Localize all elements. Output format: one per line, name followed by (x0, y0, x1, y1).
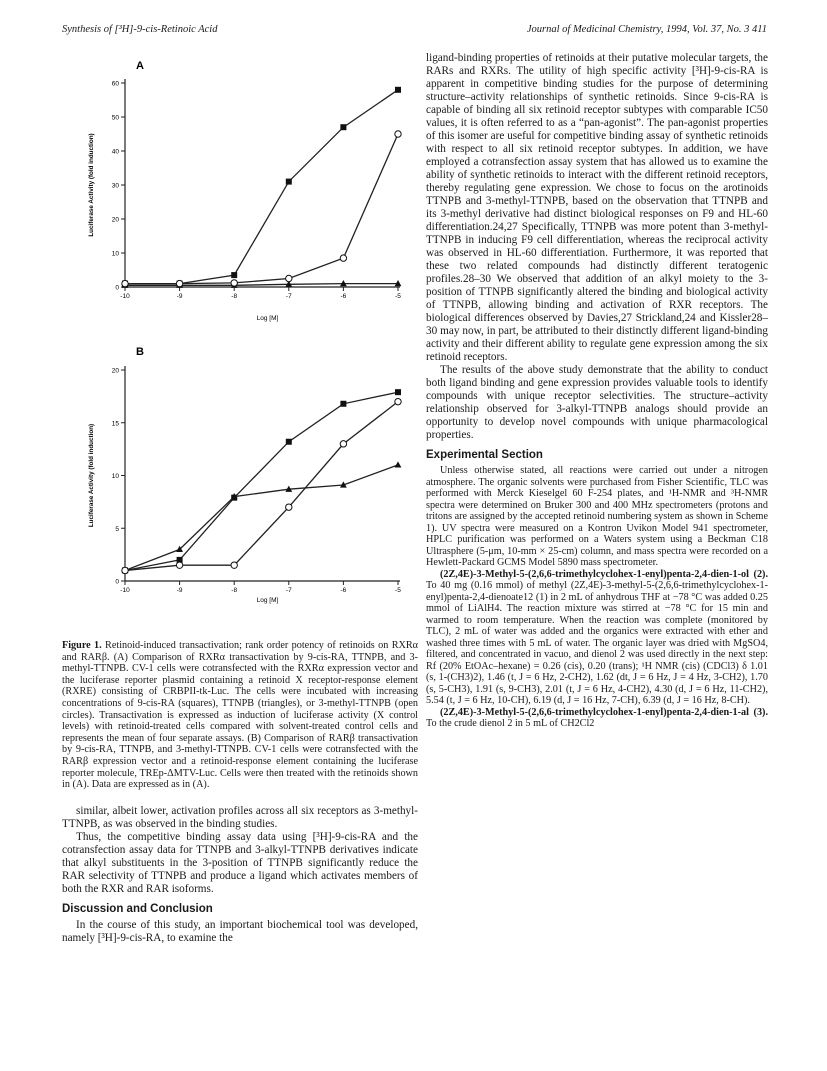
chart-panel-A (88, 60, 401, 322)
x-tick-label: -6 (340, 587, 347, 594)
caption-label: Figure 1. (62, 640, 102, 651)
chart-panel-B (88, 346, 401, 604)
x-tick-label: -7 (285, 293, 292, 300)
y-tick-label: 20 (111, 216, 119, 224)
compound-2-text: To 40 mg (0.16 mmol) of methyl (2Z,4E)-3-methyl-5-(2,6,6-trimethylcyclohex-1-enyl)penta-2,4-dienoate12 (1) in 2 mL of anhydrous THF at −78 °C was added 0.25 mmol of LiAlH4. The reaction mixture was stirred at −78 °C for 15 min and warmed to room temperature. When the reaction was complete (monitored by TLC), 2 mL of water was added and the organics were extracted with ether and washed three times with 5 mL of water. The organic layer was dried with MgSO4, filtered, and concentrated in vacuo, and dienol 2 was used directly in the next step: Rf (20% EtOAc–hexane) = 0.26 (cis), 0.20 (trans); ¹H NMR (cis) (CDCl3) δ 1.01 (s, 1-(CH3)2), 1.46 (t, J = 6 Hz, 2-CH2), 1.62 (dt, J = 6 Hz, J = 4 Hz, 3-CH2), 1.70 (s, 5-CH3), 1.91 (s, 9-CH3), 2.01 (t, J = 6 Hz, 4-CH2), 4.30 (d, J = 6 Hz, 11-CH2), 5.54 (t, J = 6 Hz, 10-CH), 6.19 (d, J = 16 Hz, 7-CH), 6.39 (d, J = 16 Hz, 8-CH). (426, 580, 768, 706)
discussion-heading: Discussion and Conclusion (62, 902, 213, 915)
series-line-square (125, 392, 398, 570)
x-tick-label: -9 (176, 293, 183, 300)
y-tick-label: 40 (111, 148, 119, 156)
y-tick-label: 0 (115, 284, 119, 292)
right-column (426, 52, 768, 730)
experimental-heading: Experimental Section (426, 449, 543, 461)
right-paragraph-2: The results of the above study demonstrate that the ability to conduct both ligand binding and gene expression provides valuable tools to identify compounds with unique receptor selectivities. The structure–activity relationship observed for 3-alkyl-TTNPB analogs should provide an opportunity to develop novel compounds with unique pharmacological properties. (426, 364, 768, 441)
x-tick-label: -5 (395, 587, 401, 594)
left-paragraph-1: similar, albeit lower, activation profiles across all six receptors as 3-methyl-TTNPB, as was observed in the binding studies. (62, 804, 418, 830)
marker-circle (122, 567, 128, 573)
panel-label: B (136, 346, 144, 358)
marker-square (395, 389, 401, 395)
y-axis-label: Luciferase Activity (fold induction) (88, 133, 95, 237)
running-header-left: Synthesis of [³H]-9-cis-Retinoic Acid (62, 24, 218, 35)
marker-circle (395, 398, 401, 404)
y-tick-label: 60 (111, 80, 119, 88)
marker-circle (286, 504, 292, 510)
marker-circle (176, 562, 182, 568)
marker-square (395, 87, 401, 93)
marker-circle (395, 131, 401, 137)
figure-caption (62, 640, 418, 791)
left-paragraph-3: In the course of this study, an important biochemical tool was developed, namely [³H]-9-cis-RA, to examine the (62, 918, 418, 944)
y-tick-label: 10 (111, 250, 119, 258)
compound-2-title: (2Z,4E)-3-Methyl-5-(2,6,6-trimethylcyclohex-1-enyl)penta-2,4-dien-1-ol (2). (440, 568, 768, 580)
y-tick-label: 15 (111, 420, 119, 428)
series-line-square (125, 90, 398, 284)
panel-label: A (136, 60, 144, 72)
marker-circle (286, 275, 292, 281)
series-line-circle (125, 402, 398, 571)
x-tick-label: -6 (340, 293, 347, 300)
marker-triangle (395, 461, 402, 467)
marker-circle (176, 280, 182, 286)
marker-square (340, 401, 346, 407)
x-axis-label: Log [M] (256, 597, 279, 604)
x-tick-label: -7 (285, 587, 292, 594)
left-column (62, 640, 418, 945)
marker-square (286, 179, 292, 185)
marker-circle (340, 441, 346, 447)
compound-3-text: To the crude dienol 2 in 5 mL of CH2Cl2 (426, 718, 595, 729)
y-tick-label: 50 (111, 114, 119, 122)
series-line-circle (125, 134, 398, 284)
x-tick-label: -8 (231, 293, 238, 300)
y-tick-label: 5 (115, 525, 119, 533)
x-axis-label: Log [M] (256, 315, 279, 322)
marker-square (340, 124, 346, 130)
x-tick-label: -10 (120, 587, 130, 594)
right-paragraph-1: ligand-binding properties of retinoids at their putative molecular targets, the RARs and RXRs. The utility of high specific activity [³H]-9-cis-RA is apparent in competitive binding studies for the purpose of determining structure–activity relationships of synthetic retinoids. Since 9-cis-RA is capable of binding all six retinoid receptor subtypes with comparable IC50 values, it is often referred to as a “pan-agonist”. The pan-agonist properties of this isomer are useful for competitive binding assay of synthetic retinoids with respect to all six retinoid receptor subtypes. In addition, we have employed a cotransfection assay system that has allowed us to examine the ability of synthetic retinoids to interact with the different retinoid receptors, thereby regulating gene expression. We chose to focus on the arotinoids TTNPB and 3-methyl-TTNPB, based on the observation that TTNPB and its 3-methyl derivative had distinct biological responses on F9 and HL-60 differentiation.24,27 Specifically, TTNPB was more potent than 3-methyl-TTNPB in inducing F9 cell differentiation, whereas the reciprocal activity was observed in HL-60 differentiation. Furthermore, it was reported that these two related compounds had distinctly different teratogenic profiles.28–30 We observed that addition of an alkyl moiety to the 3-position of TTNPB significantly altered the binding and biological activity of TTNPB, allowing binding and activation of RXR receptors. The biological differences observed by Davies,27 Strickland,24 and Kissler28–30 may now, in part, be attributed to their distinctly different ligand-binding activity and their different ability to regulate gene expression among the six retinoid receptors. (426, 52, 768, 363)
marker-square (286, 439, 292, 445)
marker-circle (231, 562, 237, 568)
marker-circle (122, 280, 128, 286)
y-tick-label: 20 (111, 367, 119, 375)
marker-square (231, 272, 237, 278)
caption-text: Retinoid-induced transactivation; rank order potency of retinoids on RXRα and RARβ. (A) Comparison of RXRα transactivation by 9-cis-RA, TTNPB, and 3-methyl-TTNPB. CV-1 cells were cotransfected with the RXRα expression vector and the luciferase reporter plasmid containing a retinoid X receptor-response element (RXRE) consisting of CRBPII-tk-Luc. The cells were incubated with increasing concentrations of 9-cis-RA (squares), TTNPB (triangles), or 3-methyl-TTNPB (open circles). Transactivation is expressed as induction of luciferase activity (X control levels) with retinoid-treated cells compared with solvent-treated control cells and represents the mean of four separate assays. (B) Comparison of RARβ transactivation by 9-cis-RA, TTNPB, and 3-methyl-TTNPB. CV-1 cells were cotransfected with the RARβ expression vector and a retinoid-response element containing the luciferase reporter molecule, TREp-ΔMTV-Luc. Cells were then treated with the retinoids shown in (A). Data are expressed as in (A). (62, 640, 418, 791)
running-header-right: Journal of Medicinal Chemistry, 1994, Vol. 37, No. 3 411 (526, 24, 767, 35)
x-tick-label: -5 (395, 293, 401, 300)
x-tick-label: -8 (231, 587, 238, 594)
y-tick-label: 0 (115, 578, 119, 586)
marker-circle (231, 280, 237, 286)
experimental-paragraph: Unless otherwise stated, all reactions were carried out under a nitrogen atmosphere. The organic solvents were purchased from Fisher Scientific, TLC was performed with Merck Kieselgel 60 F-254 plates, and ¹H-NMR and ³H-NMR spectra were determined on Bruker 300 and 400 MHz spectrometers (protons and tritons are assigned by the accepted retinoid numbering system as shown in Scheme 1). UV spectra were measured on a Kontron Uvikon Model 941 spectrometer, HPLC purification was performed on a Waters system using a Beckman C18 Ultrasphere (5-μm, 10-mm × 25-cm) column, and mass spectra were recorded on a Hewlett-Packard GCMS Model 5890 mass spectrometer. (426, 465, 768, 568)
x-tick-label: -9 (176, 587, 183, 594)
compound-2-paragraph (426, 569, 768, 707)
compound-3-title: (2Z,4E)-3-Methyl-5-(2,6,6-trimethylcyclohex-1-enyl)penta-2,4-dien-1-al (3). (440, 706, 768, 718)
marker-circle (340, 255, 346, 261)
y-tick-label: 30 (111, 182, 119, 190)
y-axis-label: Luciferase Activity (fold induction) (88, 423, 95, 528)
y-tick-label: 10 (111, 473, 119, 480)
compound-3-paragraph (426, 707, 768, 730)
left-paragraph-2: Thus, the competitive binding assay data using [³H]-9-cis-RA and the cotransfection assay data for TTNPB and 3-alkyl-TTNPB derivatives indicate that alkyl substituents in the 3-position of TTNPB significantly reduce the RAR selectivity of TTNPB and produce a ligand which activates members of both the RXR and RAR isoforms. (62, 830, 418, 895)
x-tick-label: -10 (120, 293, 130, 300)
series-line-triangle (125, 465, 398, 571)
